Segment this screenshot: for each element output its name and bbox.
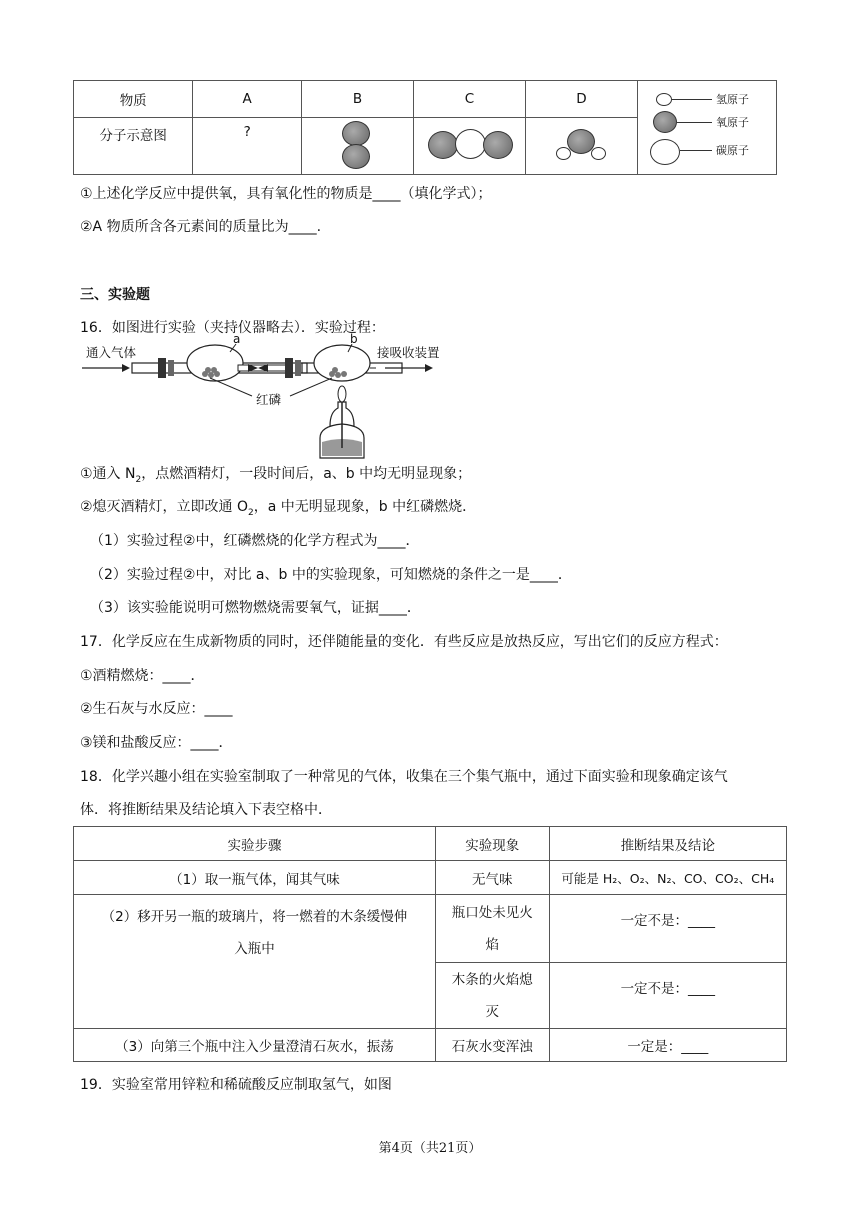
q19-intro: 19．实验室常用锌粒和稀硫酸反应制取氢气，如图 bbox=[80, 1077, 392, 1093]
page-footer: 第4页（共21页） bbox=[378, 1141, 482, 1156]
experiment-table bbox=[73, 826, 787, 1062]
fig-label-gas-in: 通入气体 bbox=[86, 345, 137, 360]
oxygen-atom-icon bbox=[342, 121, 370, 146]
row4-observation: 石灰水变浑浊 bbox=[435, 1029, 549, 1062]
legend-carbon: 碳原子 bbox=[715, 143, 749, 157]
c-molecule bbox=[413, 118, 525, 175]
oxygen-atom-icon bbox=[342, 144, 370, 169]
oxygen-atom-icon bbox=[428, 131, 458, 159]
d-molecule bbox=[525, 118, 637, 175]
legend-hydrogen: 氢原子 bbox=[715, 92, 749, 106]
q16-step1: ①通入 $N_2$，点燃酒精灯，一段时间后，a、b 中均无明显现象； bbox=[80, 466, 472, 485]
carbon-atom-icon bbox=[455, 129, 486, 159]
q17-line2: ②生石灰与水反应：____ bbox=[80, 701, 233, 717]
row4-step: （3）向第三个瓶中注入少量澄清石灰水，振荡 bbox=[74, 1029, 436, 1062]
row2-step-line2: 入瓶中 bbox=[234, 941, 275, 957]
row2-observation-line1: 瓶口处未见火 bbox=[451, 904, 533, 921]
q16-step2: ②熄灭酒精灯，立即改通 $O_2$，a 中无明显现象，b 中红磷燃烧． bbox=[80, 499, 477, 518]
row4-conclusion: 一定是：____ bbox=[549, 1029, 786, 1062]
row2-step bbox=[74, 895, 436, 1029]
q15-line2: ②A 物质所含各元素间的质量比为____. bbox=[80, 219, 322, 235]
row3-observation-line1: 木条的火焰熄 bbox=[451, 971, 533, 988]
row1-step: （1）取一瓶气体，闻其气味 bbox=[74, 861, 436, 895]
q16-sub3: （3）该实验能说明可燃物燃烧需要氧气，证据____． bbox=[90, 600, 421, 616]
q16-intro: 16．如图进行实验（夹持仪器略去）．实验过程： bbox=[80, 320, 385, 336]
header-substance: 物质 bbox=[74, 81, 193, 118]
legend-oxygen: 氧原子 bbox=[715, 115, 749, 129]
header-b: B bbox=[301, 81, 413, 118]
apparatus-figure bbox=[80, 332, 440, 460]
header-c: C bbox=[413, 81, 525, 118]
oxygen-atom-icon bbox=[483, 131, 513, 159]
row1-conclusion: 可能是 H₂、O₂、N₂、CO、CO₂、CH₄ bbox=[549, 861, 786, 895]
row2-observation bbox=[435, 895, 549, 963]
section-heading: 三、实验题 bbox=[80, 287, 150, 303]
q18-intro2: 体．将推断结果及结论填入下表空格中． bbox=[80, 802, 332, 818]
q15-line1: ①上述化学反应中提供氧，具有氧化性的物质是____（填化学式）； bbox=[80, 186, 492, 202]
header-d: D bbox=[525, 81, 637, 118]
col-header-observation: 实验现象 bbox=[435, 827, 549, 861]
header-a: A bbox=[193, 81, 302, 118]
fig-label-red-phosphorus: 红磷 bbox=[256, 392, 282, 407]
hydrogen-atom-icon bbox=[591, 147, 606, 160]
row2-step-line1: （2）移开另一瓶的玻璃片，将一燃着的木条缓慢伸 bbox=[101, 909, 408, 925]
q16-sub1: （1）实验过程②中，红磷燃烧的化学方程式为____． bbox=[90, 533, 420, 549]
hydrogen-atom-icon bbox=[656, 93, 672, 106]
col-header-conclusion: 推断结果及结论 bbox=[549, 827, 786, 861]
row2-conclusion: 一定不是：____ bbox=[549, 895, 786, 963]
fig-label-b: b bbox=[350, 332, 358, 346]
fig-label-a: a bbox=[233, 332, 241, 346]
b-molecule bbox=[301, 118, 413, 175]
q17-line3: ③镁和盐酸反应：____． bbox=[80, 735, 233, 751]
q17-line1: ①酒精燃烧：____． bbox=[80, 668, 205, 684]
molecule-table bbox=[73, 80, 777, 175]
fig-label-absorber: 接吸收装置 bbox=[377, 345, 440, 360]
q17-intro: 17．化学反应在生成新物质的同时，还伴随能量的变化．有些反应是放热反应，写出它们的反应方程式： bbox=[80, 634, 728, 650]
row2-observation-line2: 焰 bbox=[485, 936, 500, 953]
a-molecule-unknown: ? bbox=[193, 118, 302, 175]
q16-sub2: （2）实验过程②中，对比 a、b 中的实验现象，可知燃烧的条件之一是____． bbox=[90, 567, 572, 583]
hydrogen-atom-icon bbox=[556, 147, 571, 160]
row-label-molecule: 分子示意图 bbox=[74, 118, 193, 175]
carbon-atom-icon bbox=[650, 139, 680, 165]
row3-conclusion: 一定不是：____ bbox=[549, 963, 786, 1029]
row3-observation-line2: 灭 bbox=[485, 1003, 500, 1020]
row1-observation: 无气味 bbox=[435, 861, 549, 895]
q18-intro1: 18．化学兴趣小组在实验室制取了一种常见的气体，收集在三个集气瓶中，通过下面实验和现象确定该气 bbox=[80, 769, 728, 785]
row3-observation bbox=[435, 963, 549, 1029]
col-header-steps: 实验步骤 bbox=[74, 827, 436, 861]
oxygen-atom-icon bbox=[653, 111, 677, 133]
legend-cell bbox=[637, 81, 776, 175]
